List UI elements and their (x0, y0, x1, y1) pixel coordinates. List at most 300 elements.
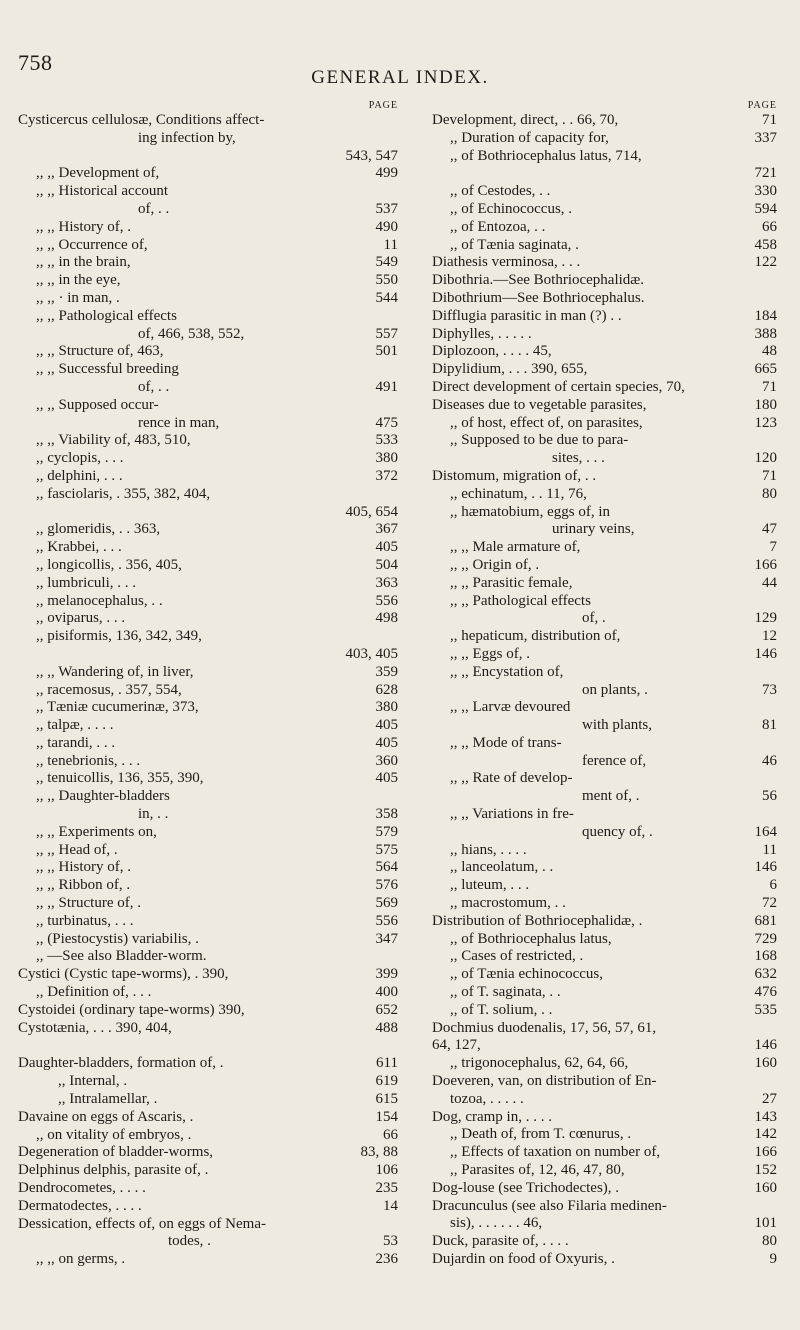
index-entry-text: Distomum, migration of, . . (432, 467, 597, 484)
index-entry-text: sis), . . . . . . 46, (450, 1215, 543, 1232)
index-entry-text (432, 165, 777, 183)
index-entry-text: Duck, parasite of, . . . . (432, 1233, 569, 1250)
index-entry (18, 682, 398, 700)
index-entry-text: ,, ,, Eggs of, . (450, 645, 530, 662)
index-entry (432, 290, 777, 308)
index-entry-pages: 71 (762, 467, 777, 484)
index-entry-pages: 154 (375, 1108, 398, 1125)
index-entry-text: Cystici (Cystic tape-worms), . 390, (18, 966, 229, 983)
index-entry-text: ,, melanocephalus, . . (36, 592, 163, 609)
index-entry-pages: 129 (754, 610, 777, 627)
index-entry (432, 806, 777, 824)
index-entry-pages: 168 (754, 948, 777, 965)
index-entry-pages: 405, 654 (345, 503, 398, 520)
index-entry (18, 201, 398, 219)
index-entry (18, 219, 398, 237)
index-entry-text: ,, Krabbei, . . . (36, 539, 122, 556)
index-entry-text: ,, Effects of taxation on number of, (450, 1144, 661, 1161)
index-entry-pages: 66 (762, 218, 777, 235)
index-entry-pages: 537 (375, 200, 398, 217)
index-entry-pages: 499 (375, 165, 398, 182)
index-entry (432, 664, 777, 682)
index-entry-pages: 14 (383, 1197, 398, 1214)
index-entry (18, 1109, 398, 1127)
index-entry-text: ,, ,, Daughter-bladders (36, 788, 170, 805)
index-group-d (18, 1055, 398, 1269)
index-entry-pages: 53 (383, 1233, 398, 1250)
index-entry-pages: 9 (769, 1251, 777, 1267)
index-entry-pages: 652 (375, 1001, 398, 1018)
index-entry (432, 610, 777, 628)
index-entry-text (18, 504, 398, 522)
index-entry (18, 664, 398, 682)
index-entry-text: 64, 127, (432, 1037, 481, 1054)
index-entry (432, 646, 777, 664)
index-entry-pages: 611 (376, 1055, 398, 1072)
index-entry-text: ,, ,, Structure of, . (36, 895, 141, 912)
index-entry-pages: 12 (762, 628, 777, 645)
index-entry-text: ,, Parasites of, 12, 46, 47, 80, (450, 1162, 625, 1179)
index-entry-pages: 143 (754, 1108, 777, 1125)
index-entry (18, 824, 398, 842)
index-entry-text: todes, . (168, 1233, 211, 1250)
index-entry-pages: 146 (754, 1037, 777, 1054)
index-entry-text: ,, of Entozoa, . . (450, 218, 546, 235)
index-entry-text: ,, Intralamellar, . (58, 1091, 158, 1108)
index-entry (432, 450, 777, 468)
index-entry-text: ,, of Bothriocephalus latus, (450, 930, 612, 947)
index-entry-pages: 458 (754, 236, 777, 253)
index-entry (432, 788, 777, 806)
index-entry (18, 699, 398, 717)
index-entry-text: ,, oviparus, . . . (36, 610, 126, 627)
index-entry-text: ,, on vitality of embryos, . (36, 1126, 192, 1143)
index-entry (18, 1073, 398, 1091)
index-entry (18, 753, 398, 771)
index-entry-text: Doeveren, van, on distribution of En- (432, 1073, 657, 1090)
index-entry-pages: 569 (375, 895, 398, 912)
index-entry-text: ,, Tæniæ cucumerinæ, 373, (36, 699, 199, 716)
index-entry (18, 1251, 398, 1269)
index-entry-pages: 347 (375, 930, 398, 947)
index-entry-pages: 488 (375, 1019, 398, 1036)
index-entry (18, 842, 398, 860)
index-entry (432, 1109, 777, 1127)
index-entry-pages: 106 (375, 1162, 398, 1179)
index-entry-text: of, 466, 538, 552, (138, 325, 245, 342)
index-entry-text: Dibothria.—See Bothriocephalidæ. (432, 272, 645, 289)
index-entry-text: in, . . (138, 806, 169, 823)
index-entry (432, 1073, 777, 1091)
index-entry-text (18, 148, 398, 166)
index-entry-text: quency of, . (582, 823, 653, 840)
index-entry (18, 397, 398, 415)
index-entry-text: ,, tenuicollis, 136, 355, 390, (36, 770, 204, 787)
index-entry (432, 557, 777, 575)
index-entry-pages: 363 (375, 574, 398, 591)
index-entry-pages: 721 (754, 165, 777, 182)
index-entry-text: ,, turbinatus, . . . (36, 912, 134, 929)
index-entry-pages: 556 (375, 912, 398, 929)
index-entry (432, 272, 777, 290)
index-entry-text: ,, ,, History of, . (36, 859, 131, 876)
index-entry-pages: 576 (375, 877, 398, 894)
index-entry (432, 1233, 777, 1251)
index-entry (18, 415, 398, 433)
index-entry-text: Dujardin on food of Oxyuris, . (432, 1251, 615, 1267)
index-entry-pages: 71 (762, 378, 777, 395)
index-entry (18, 237, 398, 255)
index-entry (432, 753, 777, 771)
index-entry-pages: 80 (762, 485, 777, 502)
index-entry-pages: 549 (375, 254, 398, 271)
index-entry-pages: 550 (375, 272, 398, 289)
index-entry (18, 1055, 398, 1073)
index-entry-text: ,, delphini, . . . (36, 467, 123, 484)
index-entry (18, 931, 398, 949)
index-entry (432, 539, 777, 557)
index-entry (432, 931, 777, 949)
index-entry-pages: 665 (754, 361, 777, 378)
index-entry-pages: 71 (762, 112, 777, 128)
index-entry (432, 913, 777, 931)
index-entry-text: ,, tenebrionis, . . . (36, 752, 141, 769)
index-entry-text: ,, ,, Ribbon of, . (36, 877, 131, 894)
index-entry-pages: 81 (762, 717, 777, 734)
index-entry (18, 432, 398, 450)
index-column-left (18, 100, 398, 1269)
index-entry-text: Diphylles, . . . . . (432, 325, 532, 342)
index-entry-text: ,, ,, Wandering of, in liver, (36, 663, 194, 680)
index-entry-text: ,, ,, Pathological effects (36, 307, 177, 324)
index-entry (18, 504, 398, 522)
index-entry-pages: 359 (375, 663, 398, 680)
index-entry-pages: 180 (754, 396, 777, 413)
page-number: 758 (18, 50, 53, 75)
index-entry-text: ,, ,, Mode of trans- (450, 734, 562, 751)
index-entry (432, 1020, 777, 1038)
index-entry (432, 593, 777, 611)
index-entry (432, 895, 777, 913)
index-entry (18, 290, 398, 308)
index-entry-pages: 184 (754, 307, 777, 324)
index-entry (18, 1002, 398, 1020)
index-entry-text: ,, ,, on germs, . (36, 1251, 126, 1268)
index-entry-pages: 729 (754, 930, 777, 947)
index-entry-text: ,, fasciolaris, . 355, 382, 404, (36, 485, 211, 502)
index-entry (432, 112, 777, 130)
index-entry-pages: 628 (375, 681, 398, 698)
index-entry (18, 1144, 398, 1162)
index-entry-text: ,, ,, in the brain, (36, 254, 131, 271)
index-entry (432, 1144, 777, 1162)
index-entry-text: ,, ,, Pathological effects (450, 592, 591, 609)
index-entry-text: of, . . (138, 200, 170, 217)
index-entry-text: ,, ,, Viability of, 483, 510, (36, 432, 191, 449)
index-entry (432, 1162, 777, 1180)
index-entry-text: Dendrocometes, . . . . (18, 1180, 146, 1197)
index-entry-pages: 533 (375, 432, 398, 449)
index-entry-pages: 330 (754, 183, 777, 200)
index-entry-text: ,, of Echinococcus, . (450, 200, 573, 217)
index-entry (18, 877, 398, 895)
index-entry-pages: 498 (375, 610, 398, 627)
index-entry-text: ,, tarandi, . . . (36, 734, 116, 751)
index-entry (18, 1127, 398, 1145)
index-entry (432, 254, 777, 272)
index-entry-pages: 337 (754, 129, 777, 146)
index-entry-pages: 56 (762, 788, 777, 805)
index-entry-pages: 575 (375, 841, 398, 858)
index-entry (432, 699, 777, 717)
index-entry (432, 415, 777, 433)
index-entry (18, 646, 398, 664)
index-entry-text: of, . (582, 610, 606, 627)
index-entry-text: Cystotænia, . . . 390, 404, (18, 1019, 172, 1036)
index-entry-pages: 490 (375, 218, 398, 235)
index-entry-text: Diathesis verminosa, . . . (432, 254, 581, 271)
index-entry-text: ,, ,, Encystation of, (450, 663, 564, 680)
index-entry-text (18, 646, 398, 664)
index-entry-text: ,, ,, Rate of develop- (450, 770, 573, 787)
index-entry (18, 717, 398, 735)
index-entry (432, 1215, 777, 1233)
index-entry-pages: 491 (375, 378, 398, 395)
index-entry (432, 1037, 777, 1055)
index-entry-pages: 556 (375, 592, 398, 609)
index-entry-text: ,, ,, in the eye, (36, 272, 121, 289)
index-entry (18, 966, 398, 984)
index-entry-text: ,, longicollis, . 356, 405, (36, 556, 182, 573)
index-entry-text: Dermatodectes, . . . . (18, 1197, 142, 1214)
index-entry (18, 1198, 398, 1216)
index-entry-pages: 504 (375, 556, 398, 573)
index-entry (18, 450, 398, 468)
index-entry-text: ,, ,, Head of, . (36, 841, 118, 858)
index-entry (18, 183, 398, 201)
index-entry-pages: 400 (375, 984, 398, 1001)
index-entry-pages: 405 (375, 717, 398, 734)
index-entry-text: ,, Death of, from T. cœnurus, . (450, 1126, 632, 1143)
index-entry-text: Degeneration of bladder-worms, (18, 1144, 214, 1161)
index-entry-text: ,, ,, Structure of, 463, (36, 343, 164, 360)
index-entry-pages: 160 (754, 1179, 777, 1196)
index-entry-pages: 146 (754, 645, 777, 662)
index-entry (432, 486, 777, 504)
index-entry-text: ,, ,, Development of, (36, 165, 160, 182)
index-entry (18, 1020, 398, 1038)
index-entry (18, 148, 398, 166)
index-entry (432, 1198, 777, 1216)
index-entry-text: ,, of Tænia echinococcus, (450, 966, 604, 983)
index-entry (18, 859, 398, 877)
index-entry-text: Development, direct, . . 66, 70, (432, 112, 619, 128)
index-entry-text: ,, lumbriculi, . . . (36, 574, 136, 591)
index-entry (432, 521, 777, 539)
index-entry (432, 948, 777, 966)
index-entry (18, 521, 398, 539)
index-entry-text: ,, of Bothriocephalus latus, 714, (450, 147, 642, 164)
index-entry (18, 1216, 398, 1234)
index-entry-pages: 152 (754, 1162, 777, 1179)
index-entry-text: ,, talpæ, . . . . (36, 717, 114, 734)
index-entry-text: Difflugia parasitic in man (?) . . (432, 307, 622, 324)
index-entry (18, 557, 398, 575)
index-entry-text: ,, Internal, . (58, 1073, 128, 1090)
index-entry (432, 165, 777, 183)
index-entry-text: ,, of Tænia saginata, . (450, 236, 579, 253)
index-entry-text: ference of, (582, 752, 647, 769)
index-entry-pages: 405 (375, 770, 398, 787)
index-entry-pages: 405 (375, 539, 398, 556)
index-entry-text: ,, ,, Male armature of, (450, 539, 581, 556)
index-entry-pages: 47 (762, 521, 777, 538)
index-entry (18, 593, 398, 611)
index-entry (432, 326, 777, 344)
index-entry (432, 984, 777, 1002)
index-entry-pages: 80 (762, 1233, 777, 1250)
index-entry-text: ,, cyclopis, . . . (36, 450, 124, 467)
index-entry (432, 735, 777, 753)
index-entry-text: ,, ,, History of, . (36, 218, 131, 235)
index-entry-text: of, . . (138, 378, 170, 395)
index-entry (432, 397, 777, 415)
index-entry-pages: 66 (383, 1126, 398, 1143)
index-entry-pages: 120 (754, 450, 777, 467)
index-entry (432, 183, 777, 201)
index-entry (432, 575, 777, 593)
index-entry-text: ,, racemosus, . 357, 554, (36, 681, 182, 698)
index-entry (18, 735, 398, 753)
index-entry (18, 112, 398, 130)
index-entry-text: Diplozoon, . . . . 45, (432, 343, 552, 360)
index-entry (432, 1055, 777, 1073)
index-entry-text: ,, Duration of capacity for, (450, 129, 609, 146)
index-entry (432, 219, 777, 237)
index-entry-text: Dracunculus (see also Filaria medinen- (432, 1197, 667, 1214)
index-entry-pages: 166 (754, 556, 777, 573)
index-entry-text: ,, luteum, . . . (450, 877, 530, 894)
index-entry (18, 575, 398, 593)
index-entry (18, 486, 398, 504)
index-entry-pages: 83, 88 (360, 1144, 398, 1161)
index-entry-pages: 380 (375, 450, 398, 467)
index-entry-text: Direct development of certain species, 70, (432, 378, 685, 395)
index-entry-text: ,, ,, Parasitic female, (450, 574, 573, 591)
index-entry (18, 254, 398, 272)
index-entry-text: ,, trigonocephalus, 62, 64, 66, (450, 1055, 629, 1072)
index-entry-pages: 501 (375, 343, 398, 360)
index-entry-pages: 48 (762, 343, 777, 360)
index-entry (18, 539, 398, 557)
index-entry-text: ,, hæmatobium, eggs of, in (450, 503, 610, 520)
index-entry-pages: 380 (375, 699, 398, 716)
index-entry (18, 1233, 398, 1251)
index-entry-pages: 164 (754, 823, 777, 840)
index-entry-pages: 564 (375, 859, 398, 876)
index-entry-pages: 358 (375, 806, 398, 823)
index-entry-pages: 535 (754, 1001, 777, 1018)
index-group-c (18, 112, 398, 1037)
index-entry (18, 806, 398, 824)
index-entry-pages: 399 (375, 966, 398, 983)
index-entry-pages: 615 (375, 1091, 398, 1108)
index-entry-pages: 476 (754, 984, 777, 1001)
index-entry (432, 877, 777, 895)
index-entry-text: ,, ,, Origin of, . (450, 556, 540, 573)
index-column-right (432, 100, 777, 1269)
index-entry-pages: 44 (762, 574, 777, 591)
index-entry-pages: 142 (754, 1126, 777, 1143)
index-entry (432, 130, 777, 148)
index-entry (18, 468, 398, 486)
index-entry (18, 1162, 398, 1180)
index-entry-text: Cysticercus cellulosæ, Conditions affect- (18, 112, 265, 128)
index-entry (18, 326, 398, 344)
index-entry-text: ,, ,, Successful breeding (36, 361, 179, 378)
index-entry-text: Cystoidei (ordinary tape-worms) 390, (18, 1001, 245, 1018)
index-entry-pages: 544 (375, 289, 398, 306)
index-entry-pages: 543, 547 (345, 147, 398, 164)
index-entry-pages: 46 (762, 752, 777, 769)
index-entry (432, 432, 777, 450)
index-entry (18, 361, 398, 379)
index-entry-pages: 11 (762, 841, 777, 858)
index-entry-pages: 372 (375, 467, 398, 484)
index-entry-pages: 403, 405 (345, 645, 398, 662)
index-entry (432, 1251, 777, 1269)
index-entry (432, 717, 777, 735)
index-entry-text: ing infection by, (138, 129, 236, 146)
index-entry-pages: 681 (754, 912, 777, 929)
page-column-label: PAGE (368, 100, 398, 111)
index-entry-text: ,, of host, effect of, on parasites, (450, 414, 643, 431)
index-entry-text: ,, hepaticum, distribution of, (450, 628, 621, 645)
index-entry-pages: 7 (769, 539, 777, 556)
index-entry-pages: 579 (375, 823, 398, 840)
index-entry-text: Dessication, effects of, on eggs of Nema- (18, 1215, 266, 1232)
index-entry (432, 308, 777, 326)
running-head: GENERAL INDEX. (311, 67, 489, 88)
index-entry-pages: 101 (754, 1215, 777, 1232)
index-entry-text: ,, of T. solium, . . (450, 1001, 553, 1018)
index-entry-text: ,, lanceolatum, . . (450, 859, 554, 876)
index-entry-text: urinary veins, (552, 521, 635, 538)
index-entry (432, 824, 777, 842)
index-entry-text: ,, Definition of, . . . (36, 984, 152, 1001)
index-entry-text: ,, ,, · in man, . (36, 289, 120, 306)
index-entry (18, 788, 398, 806)
index-entry (18, 272, 398, 290)
index-entry (432, 682, 777, 700)
index-entry-text: ,, ,, Supposed occur- (36, 396, 159, 413)
index-entry-text: ,, ,, Occurrence of, (36, 236, 148, 253)
index-entry (18, 913, 398, 931)
index-entry (432, 842, 777, 860)
index-entry-text: rence in man, (138, 414, 220, 431)
index-entry-text: Daughter-bladders, formation of, . (18, 1055, 224, 1072)
index-entry-text: ,, macrostomum, . . (450, 895, 566, 912)
index-entry-pages: 405 (375, 734, 398, 751)
index-entry-text: ,, Cases of restricted, . (450, 948, 584, 965)
index-entry-pages: 73 (762, 681, 777, 698)
index-entry (432, 148, 777, 166)
index-entry (432, 1126, 777, 1144)
index-entry-pages: 594 (754, 200, 777, 217)
index-entry-text: ,, hians, . . . . (450, 841, 527, 858)
index-entry-text: Dog, cramp in, . . . . (432, 1108, 552, 1125)
index-entry-pages: 235 (375, 1180, 398, 1197)
